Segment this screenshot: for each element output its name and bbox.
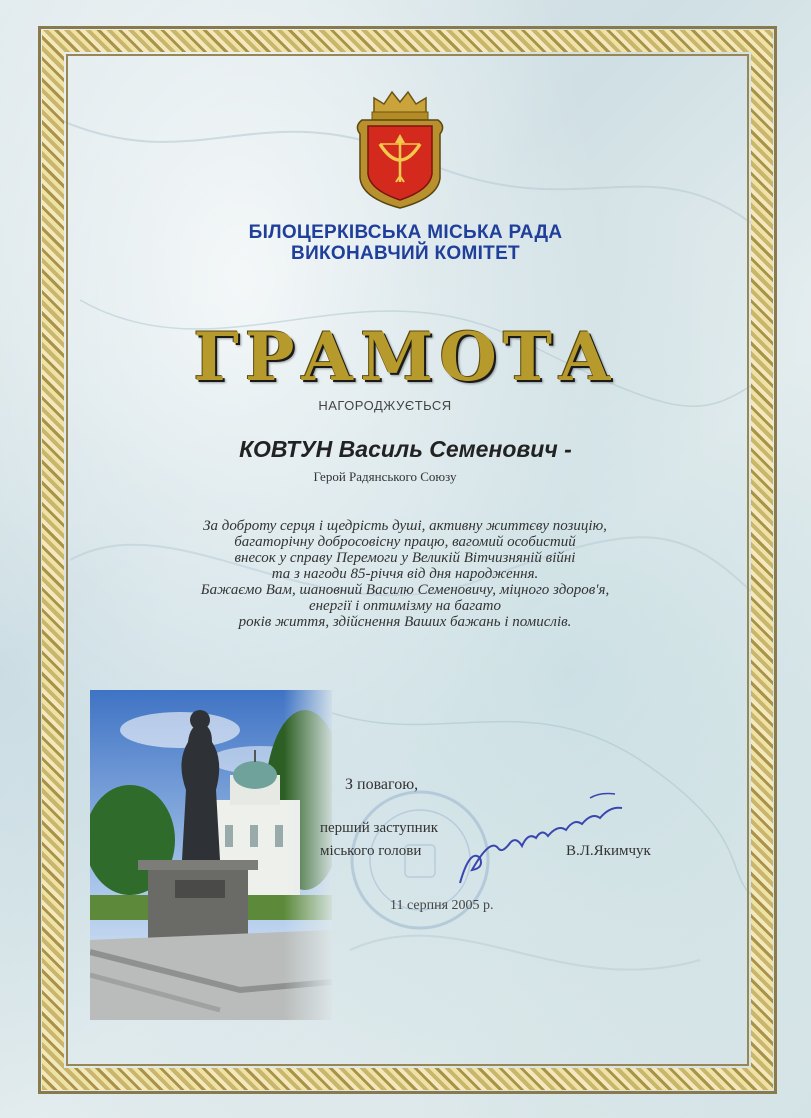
coat-of-arms-icon xyxy=(352,86,448,211)
signer-position: перший заступник xyxy=(320,820,439,836)
monument-photo xyxy=(90,690,332,1020)
awarded-label: НАГОРОДЖУЄТЬСЯ xyxy=(318,398,452,413)
council-name: БІЛОЦЕРКІВСЬКА МІСЬКА РАДА xyxy=(248,222,563,243)
signer-name: В.Л.Якимчук xyxy=(566,843,651,859)
citation-text xyxy=(95,518,715,630)
citation-line: багаторічну добросовісну працю, вагомий особистий xyxy=(234,534,576,550)
citation-line: років життя, здійснення Ваших бажань і помислів. xyxy=(238,614,572,630)
regards-text: З повагою, xyxy=(345,776,419,793)
citation-line: Бажаємо Вам, шановний Василю Семеновичу, міцного здоров'я, xyxy=(200,582,610,598)
citation-line: та з нагоди 85-річчя від дня народження. xyxy=(271,566,539,582)
citation-line: внесок у справу Перемоги у Великій Вітчизняній війні xyxy=(234,550,576,566)
recipient-rank: Герой Радянського Союзу xyxy=(313,469,457,484)
citation-line: енергії і оптимізму на багато xyxy=(308,598,502,614)
recipient-name: КОВТУН Василь Семенович - xyxy=(239,436,572,462)
handwritten-signature xyxy=(450,788,630,888)
signer-position: міського голови xyxy=(320,843,422,859)
executive-committee: ВИКОНАВЧИЙ КОМІТЕТ xyxy=(291,243,520,264)
certificate-title: ГРАМОТА xyxy=(193,318,618,396)
issue-date: 11 серпня 2005 р. xyxy=(390,898,494,913)
citation-line: За доброту серця і щедрість душі, активну життєву позицію, xyxy=(203,518,607,534)
